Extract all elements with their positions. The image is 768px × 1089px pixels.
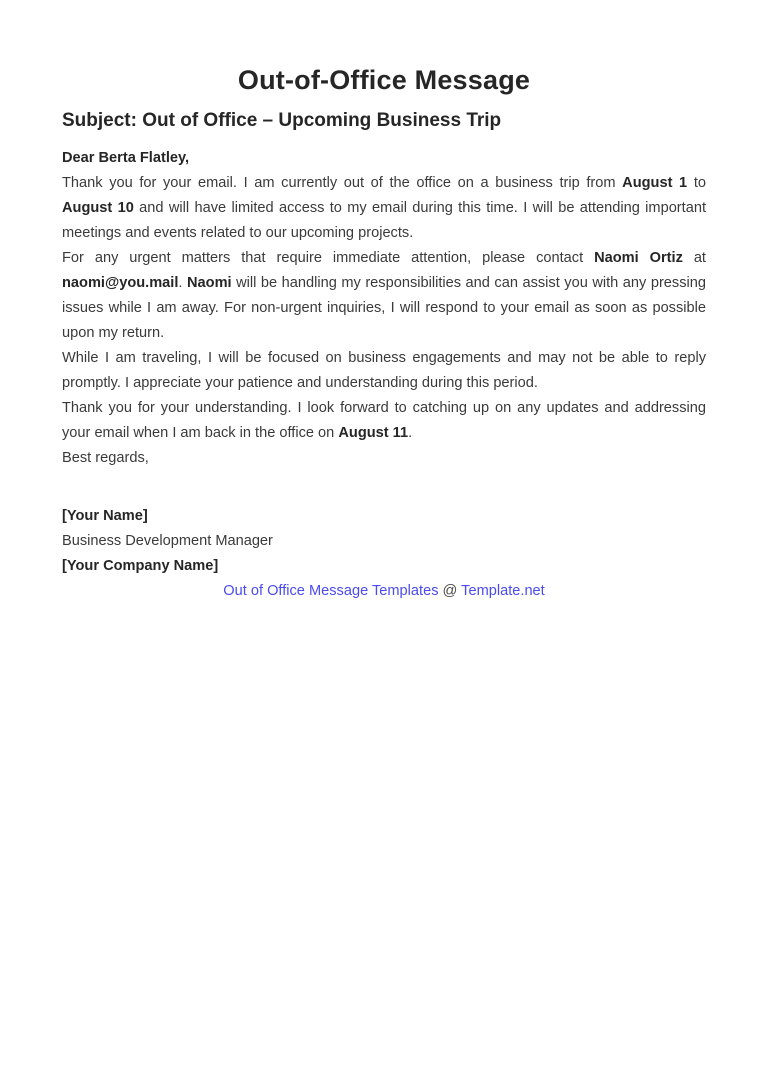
paragraph-trip-dates	[62, 171, 706, 246]
signature-company: [Your Company Name]	[62, 558, 219, 574]
contact-first-name: Naomi	[187, 275, 232, 291]
text-segment: .	[408, 425, 413, 441]
templates-link[interactable]: Out of Office Message Templates	[223, 583, 439, 599]
paragraph-return	[62, 396, 706, 446]
text-segment: .	[178, 275, 187, 291]
text-segment: Thank you for your email. I am currently out of the office on a business trip from	[62, 175, 623, 191]
text-segment: at	[682, 250, 706, 266]
text-segment: Thank you for your understanding. I look forward to catching up on any updates and addressing your email when I am back in the office on	[62, 400, 706, 441]
date-from: August 1	[622, 175, 688, 191]
message-body	[62, 146, 706, 604]
paragraph-traveling: While I am traveling, I will be focused on business engagements and may not be able to reply promptly. I appreciate your patience and understanding during this period.	[62, 350, 706, 391]
text-segment: and will have limited access to my email during this time. I will be attending important meetings and events related to our upcoming projects.	[62, 200, 707, 241]
greeting: Dear Berta Flatley,	[62, 150, 190, 166]
text-segment: to	[687, 175, 706, 191]
return-date: August 11	[338, 425, 409, 441]
text-segment: will be handling my responsibilities and can assist you with any pressing issues while I am away. For non-urgent inquiries, I will respond to your email as soon as possible upon my return.	[62, 275, 706, 341]
signature-name: [Your Name]	[62, 508, 148, 524]
date-to: August 10	[62, 200, 134, 216]
signature-role: Business Development Manager	[62, 533, 273, 549]
footer-attribution	[62, 579, 706, 604]
paragraph-urgent-contact	[62, 246, 706, 346]
signoff: Best regards,	[62, 450, 149, 466]
template-net-link[interactable]: Template.net	[461, 583, 545, 599]
signature-block	[62, 504, 706, 579]
page-title: Out-of-Office Message	[237, 65, 531, 95]
email-subject: Subject: Out of Office – Upcoming Business Trip	[62, 110, 502, 131]
at-separator: @	[438, 583, 462, 599]
contact-name: Naomi Ortiz	[594, 250, 683, 266]
text-segment: For any urgent matters that require immediate attention, please contact	[62, 250, 595, 266]
contact-email: naomi@you.mail	[62, 275, 179, 291]
